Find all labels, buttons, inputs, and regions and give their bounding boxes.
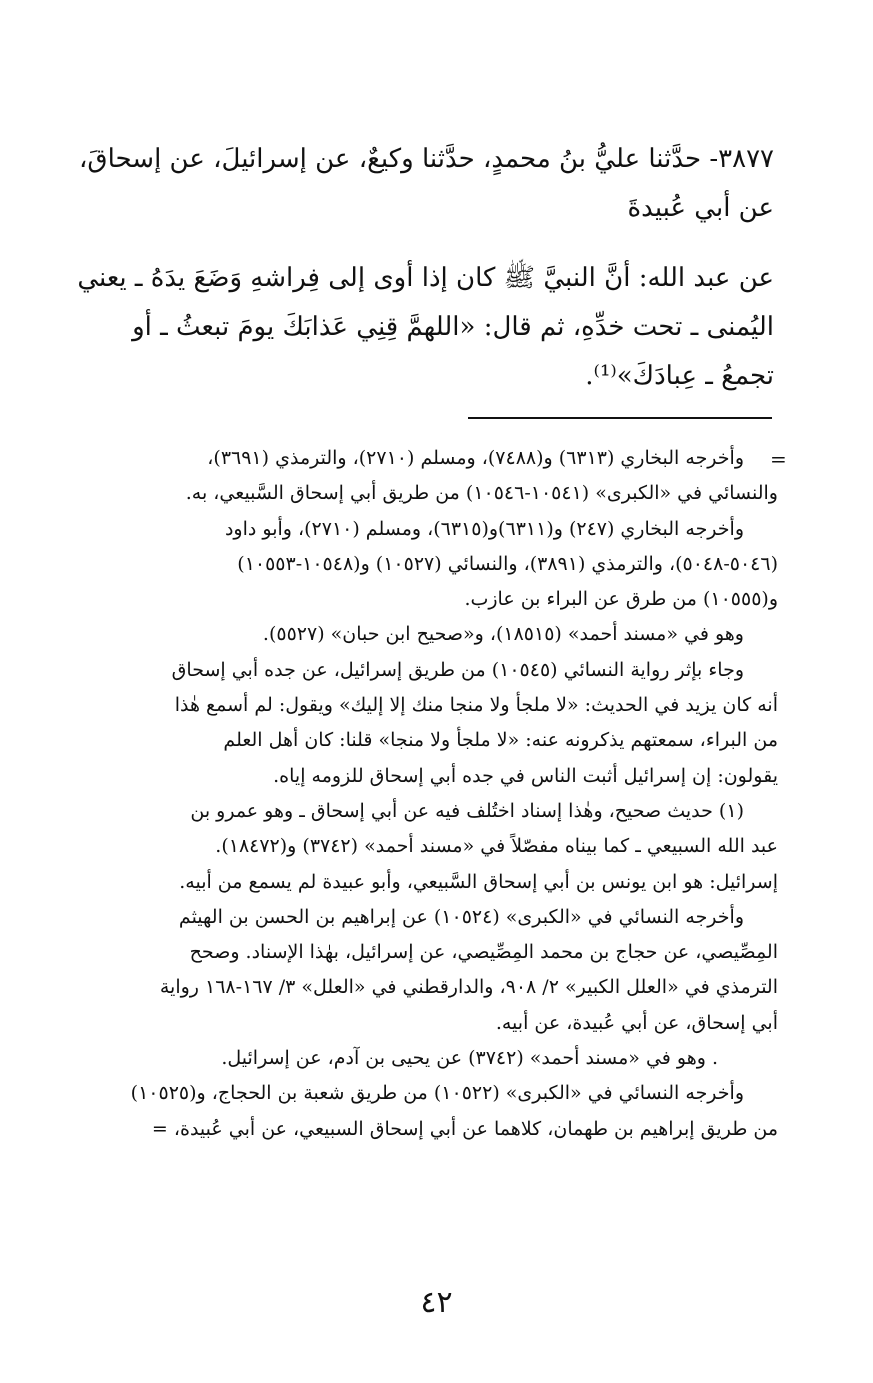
footnote-line: الترمذي في «العلل الكبير» ٢/ ٩٠٨، والدارقطني في «العلل» ٣/ ١٦٧-١٦٨ رواية bbox=[159, 976, 778, 999]
footnote-line: من طريق إبراهيم بن طهمان، كلاهما عن أبي إسحاق السبيعي، عن أبي عُبيدة، = bbox=[151, 1117, 778, 1140]
footnote-line: إسرائيل: هو ابن يونس بن أبي إسحاق السَّبيعي، وأبو عبيدة لم يسمع من أبيه. bbox=[179, 870, 778, 893]
hadith-text-line: عن عبد الله: أنَّ النبيَّ ﷺ كان إذا أوى إلى فِراشهِ وَضَعَ يدَهُ ـ يعني bbox=[77, 263, 774, 293]
footnote-continuation-mark: = bbox=[770, 447, 787, 471]
footnote-line: . وهو في «مسند أحمد» (٣٧٤٢) عن يحيى بن آدم، عن إسرائيل. bbox=[221, 1047, 718, 1070]
footnote-line: وأخرجه البخاري (٢٤٧) و(٦٣١١)و(٦٣١٥)، ومسلم (٢٧١٠)، وأبو داود bbox=[224, 517, 744, 540]
footnote-line: و(١٠٥٥٥) من طرق عن البراء بن عازب. bbox=[464, 588, 778, 611]
footnote-line: وهو في «مسند أحمد» (١٨٥١٥)، و«صحيح ابن حبان» (٥٥٢٧). bbox=[262, 623, 744, 646]
footnote-line: والنسائي في «الكبرى» (١٠٥٤١-١٠٥٤٦) من طريق أبي إسحاق السَّبيعي، به. bbox=[185, 482, 778, 505]
footnote-line: أنه كان يزيد في الحديث: «لا ملجأ ولا منجا منك إلا إليك» ويقول: لم أسمع هٰذا bbox=[174, 694, 778, 717]
hadith-chain-end: عن أبي عُبيدةَ bbox=[627, 193, 774, 223]
footnote-separator bbox=[468, 417, 772, 419]
footnote-line: (٥٠٤٦-٥٠٤٨)، والترمذي (٣٨٩١)، والنسائي (١٠٥٢٧) و(١٠٥٤٨-١٠٥٥٣) bbox=[237, 552, 778, 575]
footnote-line: المِصِّيصي، عن حجاج بن محمد المِصِّيصي، عن إسرائيل، بهٰذا الإسناد. وصحح bbox=[189, 941, 778, 964]
page-number: ٤٢ bbox=[420, 1285, 453, 1320]
footnote-line: عبد الله السبيعي ـ كما بيناه مفصّلاً في «مسند أحمد» (٣٧٤٢) و(١٨٤٧٢). bbox=[215, 835, 778, 858]
footnote-line: من البراء، سمعتهم يذكرونه عنه: «لا ملجأ ولا منجا» قلنا: كان أهل العلم bbox=[223, 729, 778, 752]
footnotes bbox=[48, 441, 778, 1147]
hadith-text bbox=[48, 254, 774, 401]
footnote-line: أبي إسحاق، عن أبي عُبيدة، عن أبيه. bbox=[495, 1011, 778, 1034]
hadith-number-line: ٣٨٧٧- حدَّثنا عليُّ بنُ محمدٍ، حدَّثنا وكيعٌ، عن إسرائيلَ، عن إسحاقَ، bbox=[79, 144, 774, 174]
hadith-chain bbox=[48, 135, 774, 233]
hadith-text-line: اليُمنى ـ تحت خدِّهِ، ثم قال: «اللهمَّ قِنِي عَذابَكَ يومَ تبعثُ ـ أو bbox=[132, 312, 774, 342]
footnote-line: يقولون: إن إسرائيل أثبت الناس في جده أبي إسحاق للزومه إياه. bbox=[273, 764, 778, 787]
hadith-text-line: تجمعُ ـ عِبادَكَ»⁽¹⁾. bbox=[585, 361, 774, 391]
footnote-line: وأخرجه النسائي في «الكبرى» (١٠٥٢٢) من طريق شعبة بن الحجاج، و(١٠٥٢٥) bbox=[130, 1082, 744, 1105]
footnote-line: (١) حديث صحيح، وهٰذا إسناد اختُلف فيه عن أبي إسحاق ـ وهو عمرو بن bbox=[190, 799, 744, 822]
footnote-line: وجاء بإثر رواية النسائي (١٠٥٤٥) من طريق إسرائيل، عن جده أبي إسحاق bbox=[171, 658, 744, 681]
footnote-line: وأخرجه البخاري (٦٣١٣) و(٧٤٨٨)، ومسلم (٢٧١٠)، والترمذي (٣٦٩١)، bbox=[207, 447, 744, 469]
footnote-line: وأخرجه النسائي في «الكبرى» (١٠٥٢٤) عن إبراهيم بن الحسن بن الهيثم bbox=[178, 905, 744, 928]
